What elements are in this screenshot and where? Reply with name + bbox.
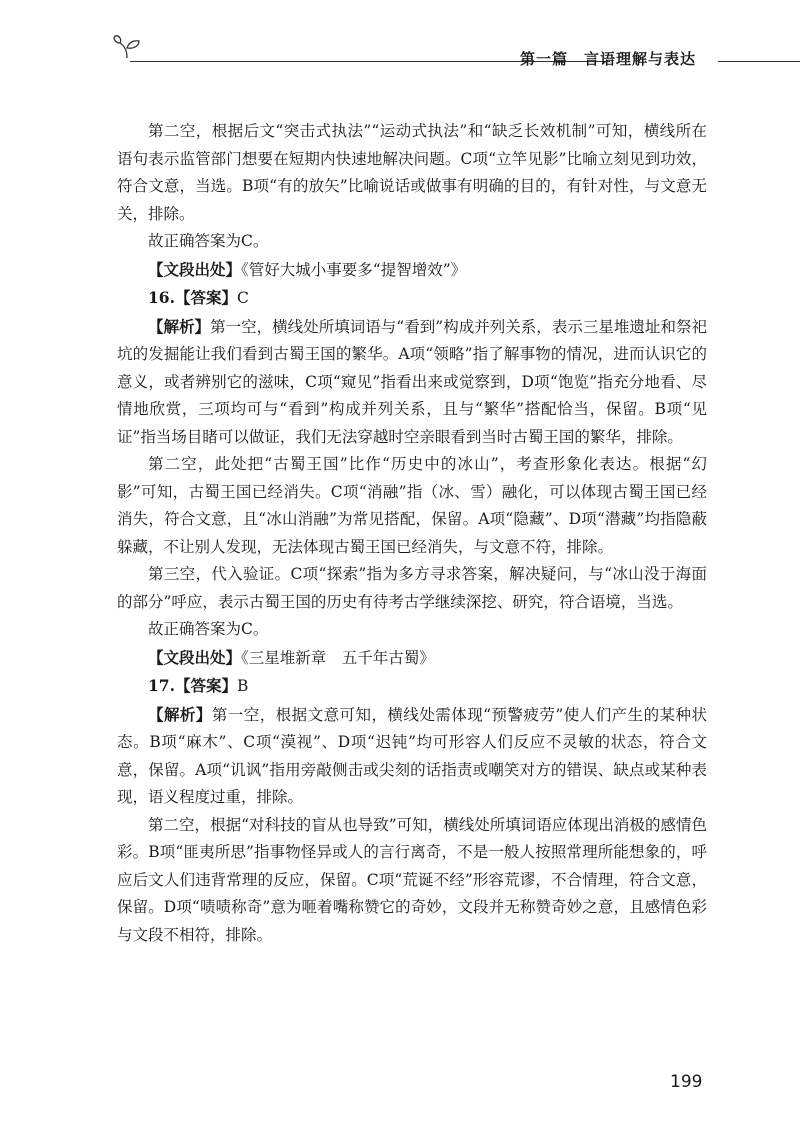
source-title: 《三星堆新章 五千年古蜀》	[241, 648, 435, 667]
answer-value: B	[236, 677, 249, 695]
paragraph: 故正确答案为C。	[148, 232, 269, 250]
page-number: 199	[670, 1072, 703, 1092]
source-label: 【文段出处】	[148, 647, 242, 667]
page-body	[117, 118, 707, 949]
source-line	[117, 644, 707, 673]
source-label: 【文段出处】	[148, 259, 242, 279]
answer-value: C	[236, 289, 249, 307]
analysis-label: 【解析】	[148, 316, 211, 336]
paragraph: 第二空，根据“对科技的盲从也导致”可知，横线处所填词语应体现出消极的感情色彩。B项“匪夷所思”指事物怪异或人的言行离奇，不是一般人按照常理所能想象的，呼应后文人们违背常理的反应，保留。C项“荒诞不经”形容荒谬，不合情理，符合文意，保留。D项“啧啧称奇”意为咂着嘴称赞它的奇妙，文段并无称赞奇妙之意，且感情色彩与文段不相符，排除。	[117, 815, 707, 944]
analysis-text: 第一空，横线处所填词语与“看到”构成并列关系，表示三星堆遗址和祭祀坑的发掘能让我们看到古蜀王国的繁华。A项“领略”指了解事物的情况，进而认识它的意义，或者辨别它的滋味，C项“窥见”指看出来或觉察到，D项“饱览”指充分地看、尽情地欣赏，三项均可与“看到”构成并列关系，且与“繁华”搭配恰当，保留。B项“见证”指当场目睹可以做证，我们无法穿越时空亲眼看到当时古蜀王国的繁华，排除。	[117, 317, 707, 446]
analysis-paragraph	[117, 313, 707, 452]
answer-label: 17.【答案】	[148, 676, 237, 695]
paragraph: 第三空，代入验证。C项“探索”指为多方寻求答案，解决疑问，与“冰山没于海面的部分”呼应，表示古蜀王国的历史有待考古学继续深挖、研究，符合语境，当选。	[117, 565, 707, 611]
answer-line	[117, 284, 707, 313]
analysis-label: 【解析】	[148, 704, 212, 724]
answer-label: 16.【答案】	[148, 288, 237, 307]
sprout-icon	[112, 34, 142, 60]
page-header	[108, 34, 800, 74]
answer-line	[117, 672, 707, 701]
analysis-text: 第一空，根据文意可知，横线处需体现“预警疲劳”使人们产生的某种状态。B项“麻木”、C项“漠视”、D项“迟钝”均可形容人们反应不灵敏的状态，符合文意，保留。A项“讥讽”指用旁敲侧击或尖刻的话指责或嘲笑对方的错误、缺点或某种表现，语义程度过重，排除。	[117, 705, 707, 806]
header-rule-right	[718, 61, 800, 62]
source-line	[117, 256, 707, 285]
analysis-paragraph	[117, 701, 707, 812]
source-title: 《管好大城小事要多“提智增效”》	[241, 260, 467, 279]
paragraph: 第二空，根据后文“突击式执法”“运动式执法”和“缺乏长效机制”可知，横线所在语句表示监管部门想要在短期内快速地解决问题。C项“立竿见影”比喻立刻见到功效，符合文意，当选。B项“有的放矢”比喻说话或做事有明确的目的，有针对性，与文意无关，排除。	[117, 122, 707, 223]
paragraph: 故正确答案为C。	[148, 620, 269, 638]
section-title: 第一篇 言语理解与表达	[520, 50, 697, 68]
paragraph: 第二空，此处把“古蜀王国”比作“历史中的冰山”，考查形象化表达。根据“幻影”可知，古蜀王国已经消失。C项“消融”指（冰、雪）融化，可以体现古蜀王国已经消失，符合文意，且“冰山消融”为常见搭配，保留。A项“隐藏”、D项“潜藏”均指隐蔽躲藏，不让别人发现，无法体现古蜀王国已经消失，与文意不符，排除。	[117, 455, 707, 556]
